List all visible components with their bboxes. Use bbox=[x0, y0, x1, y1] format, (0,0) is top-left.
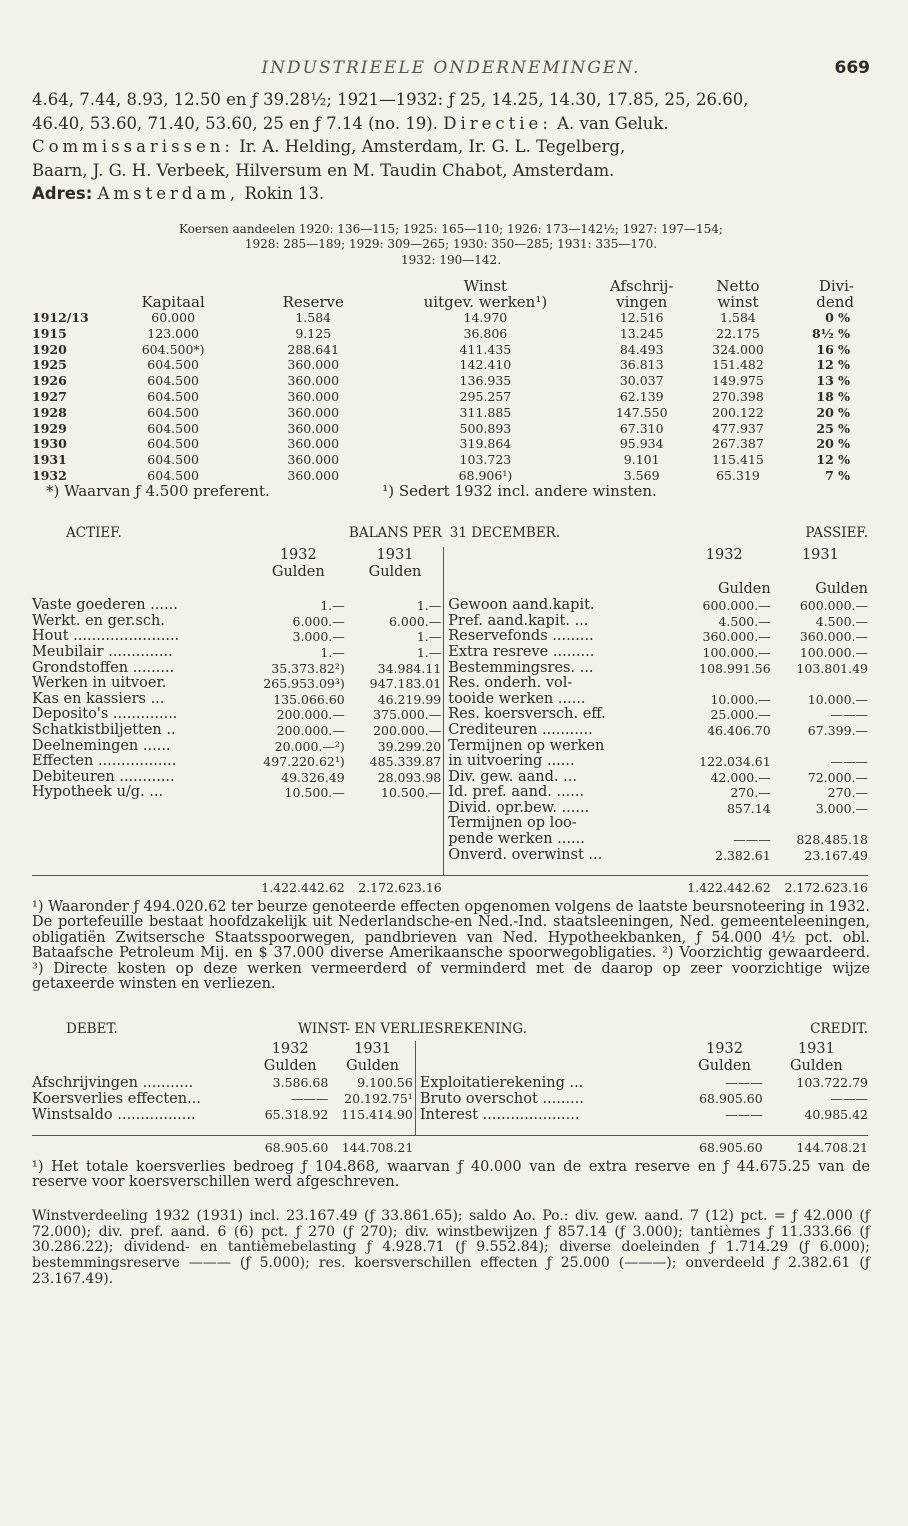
balans-passief-title: PASSIEF. bbox=[805, 524, 868, 541]
credit-label: Interest ..................... bbox=[415, 1107, 684, 1123]
passief-label: Gewoon aand.kapit. bbox=[444, 598, 676, 614]
year-cell: 1926 bbox=[32, 373, 67, 389]
netto-cell: 65.319 bbox=[716, 467, 760, 483]
passief-label: Onverd. overwinst ... bbox=[444, 848, 676, 864]
credit-1931: ——— bbox=[830, 1090, 868, 1106]
afschr-cell: 84.493 bbox=[619, 341, 664, 357]
actief-1931: 485.339.87 bbox=[369, 754, 442, 770]
passief-1932: 2.382.61 bbox=[715, 847, 771, 863]
page-number: 669 bbox=[834, 58, 870, 78]
reserve-cell: 360.000 bbox=[287, 452, 340, 468]
dividend-cell: 18 % bbox=[816, 388, 850, 404]
kerncijfers-row bbox=[32, 357, 858, 373]
actief-1932: 20.000.—²) bbox=[274, 738, 345, 754]
netto-cell: 115.415 bbox=[712, 452, 764, 468]
kerncijfers-row bbox=[32, 436, 858, 452]
year-cell: 1930 bbox=[32, 436, 67, 452]
passief-1931: 23.167.49 bbox=[804, 847, 868, 863]
wv-footnote: ¹) Het totale koersverlies bedroeg ƒ 104.868, waarvan ƒ 40.000 van de extra reserve en ƒ 44.675.25 van de reserve voor koersverschillen werd afgeschreven. bbox=[32, 1158, 870, 1191]
passief-label: Bestemmingsres. ... bbox=[444, 661, 676, 677]
kerncijfers-row bbox=[32, 342, 858, 358]
netto-cell: 151.482 bbox=[712, 357, 764, 373]
balans-row bbox=[32, 645, 868, 661]
kerncijfers-header-row-2: Kapitaal Reserve uitgev. werken¹) vingen winst dend bbox=[32, 294, 858, 310]
actief-label bbox=[32, 848, 250, 864]
passief-label: Res. koersversch. eff. bbox=[444, 707, 676, 723]
kapitaal-cell: 60.000 bbox=[151, 310, 196, 325]
reserve-cell: 360.000 bbox=[287, 357, 340, 373]
actief-1932 bbox=[250, 801, 347, 817]
passief-1932: Gulden bbox=[717, 581, 771, 598]
passief-1931: 4.500.— bbox=[815, 613, 868, 629]
balans-actief-title: ACTIEF. bbox=[66, 524, 122, 541]
actief-1932: 265.953.09³) bbox=[263, 676, 345, 692]
reserve-cell: 360.000 bbox=[287, 467, 340, 483]
netto-cell: 149.975 bbox=[712, 373, 764, 389]
credit-label: Exploitatierekening ... bbox=[415, 1075, 684, 1091]
dividend-cell: 7 % bbox=[825, 467, 850, 483]
page bbox=[32, 58, 870, 1288]
balans-title-1: BALANS PER bbox=[348, 524, 442, 541]
actief-1932: 200.000.— bbox=[276, 722, 345, 738]
dividend-cell: 0 % bbox=[825, 310, 850, 325]
directie-label: Directie: bbox=[443, 113, 552, 133]
kerncijfers-row bbox=[32, 405, 858, 421]
year-cell: 1928 bbox=[32, 404, 67, 420]
passief-1931: Gulden bbox=[815, 581, 868, 598]
total-credit-1932: 68.905.60 bbox=[684, 1135, 764, 1156]
actief-1932: 3.000.— bbox=[292, 629, 345, 645]
passief-1931 bbox=[773, 816, 868, 832]
winst-verlies-table bbox=[32, 1021, 868, 1156]
winst-cell: 142.410 bbox=[459, 357, 512, 373]
debet-1932: 65.318.92 bbox=[264, 1106, 329, 1122]
dividend-cell: 20 % bbox=[816, 436, 850, 452]
kapitaal-cell: 123.000 bbox=[147, 325, 199, 341]
wv-debet-title: DEBET. bbox=[66, 1020, 118, 1037]
balans-row bbox=[32, 581, 868, 598]
passief-label: Reservefonds ......... bbox=[444, 629, 676, 645]
wv-row bbox=[32, 1075, 868, 1091]
actief-1931 bbox=[347, 816, 444, 832]
winst-cell: 295.257 bbox=[459, 388, 512, 404]
netto-cell: 477.937 bbox=[712, 420, 764, 436]
koersen-line-3: 1932: 190—142. bbox=[400, 252, 502, 267]
actief-label: Werken in uitvoer. bbox=[32, 675, 167, 692]
kerncijfers-row bbox=[32, 452, 858, 468]
col-kapitaal: Kapitaal bbox=[141, 293, 205, 311]
year-cell: 1912/13 bbox=[32, 310, 89, 325]
balans-title-2: 31 DECEMBER. bbox=[449, 524, 561, 541]
actief-label bbox=[32, 801, 250, 817]
afschr-cell: 67.310 bbox=[619, 420, 664, 436]
kerncijfers-row bbox=[32, 373, 858, 389]
balans-currency-row: Gulden Gulden bbox=[32, 564, 868, 581]
dividend-cell: 25 % bbox=[816, 420, 850, 436]
wv-title-row bbox=[32, 1021, 868, 1041]
year-cell: 1915 bbox=[32, 325, 67, 341]
winst-cell: 311.885 bbox=[459, 404, 512, 420]
wv-total-row bbox=[32, 1135, 868, 1156]
col-winst: Winst bbox=[463, 277, 508, 295]
total-actief-1932: 1.422.442.62 bbox=[250, 876, 347, 896]
reserve-cell: 288.641 bbox=[287, 341, 340, 357]
actief-1931: 1.— bbox=[416, 644, 442, 660]
passief-label bbox=[444, 581, 676, 598]
adres-city: Amsterdam, bbox=[97, 184, 240, 203]
balans-row bbox=[32, 832, 868, 848]
actief-label: Vaste goederen ...... bbox=[32, 597, 178, 614]
balans-row bbox=[32, 848, 868, 864]
credit-1932: ——— bbox=[725, 1074, 763, 1090]
reserve-cell: 360.000 bbox=[287, 373, 340, 389]
total-debet-1931: 144.708.21 bbox=[330, 1135, 415, 1156]
kerncijfers-row bbox=[32, 310, 858, 326]
actief-1932 bbox=[250, 848, 347, 864]
debet-1931: 20.192.75¹ bbox=[344, 1090, 413, 1106]
actief-1931: 34.984.11 bbox=[377, 660, 442, 676]
passief-label: Div. gew. aand. ... bbox=[444, 770, 676, 786]
dividend-cell: 12 % bbox=[816, 452, 850, 468]
reserve-cell: 9.125 bbox=[295, 325, 332, 341]
actief-label: Schatkistbiljetten .. bbox=[32, 721, 176, 738]
year-cell: 1929 bbox=[32, 420, 67, 436]
actief-1931: 6.000.— bbox=[388, 613, 442, 629]
passief-1932 bbox=[676, 816, 773, 832]
wv-year-row: 1932 1931 1932 1931 bbox=[271, 1040, 835, 1057]
netto-cell: 270.398 bbox=[712, 388, 764, 404]
afschr-cell: 3.569 bbox=[623, 467, 660, 483]
balans-row bbox=[32, 723, 868, 739]
passief-1932: 42.000.— bbox=[710, 769, 771, 785]
year-cell: 1931 bbox=[32, 452, 67, 468]
kerncijfers-row bbox=[32, 389, 858, 405]
reserve-cell: 360.000 bbox=[287, 388, 340, 404]
wv-row bbox=[32, 1091, 868, 1107]
afschr-cell: 147.550 bbox=[615, 404, 668, 420]
year-cell: 1932 bbox=[32, 467, 67, 483]
actief-1931: 46.219.99 bbox=[377, 691, 442, 707]
koersen-line-1: Koersen aandeelen 1920: 136—115; 1925: 165—110; 1926: 173—142½; 1927: 197—154; bbox=[179, 221, 723, 236]
kerncijfers-body bbox=[32, 310, 858, 484]
kapitaal-cell: 604.500 bbox=[147, 420, 199, 436]
dividend-cell: 8½ % bbox=[812, 325, 850, 341]
passief-1931: 67.399.— bbox=[807, 722, 868, 738]
netto-cell: 1.584 bbox=[720, 310, 756, 325]
winst-cell: 136.935 bbox=[459, 373, 512, 389]
actief-label: Effecten ................. bbox=[32, 753, 177, 770]
kapitaal-cell: 604.500 bbox=[147, 388, 199, 404]
passief-1931: 10.000.— bbox=[807, 691, 868, 707]
actief-1932: 200.000.— bbox=[276, 707, 345, 723]
year-cell: 1927 bbox=[32, 388, 67, 404]
actief-1931 bbox=[347, 801, 444, 817]
passief-1931: 3.000.— bbox=[815, 800, 868, 816]
balans-row bbox=[32, 754, 868, 770]
actief-1932: 10.500.— bbox=[284, 785, 345, 801]
passief-1931: 270.— bbox=[827, 785, 868, 801]
passief-label: Pref. aand.kapit. ... bbox=[444, 614, 676, 630]
wv-title: WINST- EN VERLIESREKENING. bbox=[298, 1020, 528, 1037]
credit-1931: 40.985.42 bbox=[804, 1106, 868, 1122]
total-passief-1932: 1.422.442.62 bbox=[676, 876, 773, 896]
passief-1931: 103.801.49 bbox=[796, 660, 868, 676]
actief-label: Hout ....................... bbox=[32, 628, 180, 645]
passief-1931: ——— bbox=[830, 754, 868, 770]
passief-1931 bbox=[773, 676, 868, 692]
col-netto: Netto bbox=[716, 277, 760, 295]
commissarissen-label: Commissarissen: bbox=[32, 137, 234, 156]
adres-street: Rokin 13. bbox=[244, 184, 325, 203]
credit-1931: 103.722.79 bbox=[796, 1074, 868, 1090]
balans-row bbox=[32, 707, 868, 723]
dividend-history-line-1: 4.64, 7.44, 8.93, 12.50 en ƒ 39.28½; 1921—1932: ƒ 25, 14.25, 14.30, 17.85, 25, 26.60, bbox=[32, 90, 749, 109]
passief-1931: 72.000.— bbox=[807, 769, 868, 785]
col-divi: Divi- bbox=[818, 277, 854, 295]
actief-label bbox=[32, 832, 250, 848]
year-cell: 1920 bbox=[32, 341, 67, 357]
actief-label: Deelnemingen ...... bbox=[32, 737, 171, 754]
balans-row bbox=[32, 801, 868, 817]
actief-1931: 1.— bbox=[416, 598, 442, 614]
debet-label: Winstsaldo ................. bbox=[32, 1106, 196, 1123]
winst-cell: 103.723 bbox=[459, 452, 512, 468]
passief-label: Crediteuren ........... bbox=[444, 723, 676, 739]
actief-1932: 49.326.49 bbox=[281, 769, 345, 785]
passief-1932: 4.500.— bbox=[718, 613, 771, 629]
balans-row bbox=[32, 770, 868, 786]
debet-1931: 115.414.90 bbox=[341, 1106, 413, 1122]
passief-1932 bbox=[676, 676, 773, 692]
kerncijfers-row bbox=[32, 326, 858, 342]
balans-year-row: 1932 1931 1932 1931 bbox=[279, 547, 839, 564]
balans-row bbox=[32, 692, 868, 708]
reserve-cell: 360.000 bbox=[287, 404, 340, 420]
winstverdeeling: Winstverdeeling 1932 (1931) incl. 23.167.49 (ƒ 33.861.65); saldo Ao. Po.: div. gew. aand. 7 (12) pct. = ƒ 42.000 (ƒ 72.000); div. pref. aand. 6 (6) pct. ƒ 270 (ƒ 270); div. winstbewijzen ƒ 857.14 (ƒ 3.000); tantièmes ƒ 11.333.66 (ƒ 30.286.22); dividend- en tantièmebelasting ƒ 4.928.71 (ƒ 9.552.84); diverse doeleinden ƒ 1.714.29 (ƒ 6.000); bestemmingsreserve ——— (ƒ 5.000); res. koersverschillen effecten ƒ 25.000 (———); onverdeeld ƒ 2.382.61 (ƒ 23.167.49). bbox=[32, 1207, 870, 1288]
netto-cell: 200.122 bbox=[712, 404, 764, 420]
afschr-cell: 62.139 bbox=[619, 388, 664, 404]
directie: A. van Geluk. bbox=[557, 113, 669, 133]
winst-cell: 14.970 bbox=[463, 310, 508, 325]
actief-label: Grondstoffen ......... bbox=[32, 659, 175, 676]
passief-label: Res. onderh. vol- bbox=[444, 676, 676, 692]
passief-label: tooide werken ...... bbox=[444, 692, 676, 708]
balans-table bbox=[32, 526, 868, 896]
intro-text bbox=[32, 88, 870, 206]
total-credit-1931: 144.708.21 bbox=[765, 1135, 868, 1156]
balans-total-row bbox=[32, 876, 868, 896]
passief-1931: ——— bbox=[830, 707, 868, 723]
passief-1932: 270.— bbox=[730, 785, 771, 801]
balans-title-row bbox=[32, 526, 868, 548]
afschr-cell: 13.245 bbox=[619, 325, 664, 341]
passief-1932: 25.000.— bbox=[710, 707, 771, 723]
afschr-cell: 12.516 bbox=[619, 310, 664, 325]
actief-1931: 375.000.— bbox=[373, 707, 442, 723]
actief-label: Werkt. en ger.sch. bbox=[32, 612, 165, 629]
netto-cell: 22.175 bbox=[716, 325, 760, 341]
kapitaal-cell: 604.500 bbox=[147, 436, 199, 452]
actief-label: Kas en kassiers ... bbox=[32, 690, 165, 707]
passief-1932: 46.406.70 bbox=[707, 722, 771, 738]
kerncijfers-header-row-1 bbox=[32, 278, 858, 294]
actief-1932: 497.220.62¹) bbox=[263, 754, 345, 770]
actief-1931 bbox=[347, 832, 444, 848]
actief-label: Meubilair .............. bbox=[32, 643, 173, 660]
koersen-block bbox=[32, 222, 870, 269]
col-afschr: Afschrij- bbox=[609, 277, 674, 295]
debet-1931: 9.100.56 bbox=[357, 1074, 413, 1090]
col-reserve: Reserve bbox=[282, 293, 344, 311]
actief-1931: 947.183.01 bbox=[369, 676, 442, 692]
adres-label: Adres: bbox=[32, 184, 93, 203]
actief-1932: 1.— bbox=[320, 598, 345, 614]
balans-row bbox=[32, 785, 868, 801]
afschr-cell: 9.101 bbox=[623, 452, 660, 468]
wv-spacer bbox=[32, 1123, 868, 1136]
afschr-cell: 95.934 bbox=[619, 436, 664, 452]
total-debet-1932: 68.905.60 bbox=[250, 1135, 330, 1156]
running-title: INDUSTRIEELE ONDERNEMINGEN. bbox=[261, 58, 641, 78]
netto-cell: 267.387 bbox=[712, 436, 764, 452]
dividend-cell: 12 % bbox=[816, 357, 850, 373]
passief-1931: 600.000.— bbox=[799, 598, 868, 614]
kerncijfers-row bbox=[32, 421, 858, 437]
actief-1932 bbox=[250, 832, 347, 848]
year-cell: 1925 bbox=[32, 357, 67, 373]
reserve-cell: 1.584 bbox=[295, 310, 332, 325]
credit-label: Bruto overschot ......... bbox=[415, 1091, 684, 1107]
actief-label bbox=[32, 816, 250, 832]
dividend-cell: 16 % bbox=[816, 341, 850, 357]
actief-label bbox=[32, 581, 250, 598]
winst-cell: 411.435 bbox=[459, 341, 512, 357]
passief-1932: 10.000.— bbox=[710, 691, 771, 707]
balans-row bbox=[32, 629, 868, 645]
kapitaal-cell: 604.500 bbox=[147, 467, 199, 483]
afschr-cell: 36.813 bbox=[619, 357, 664, 373]
passief-1932: 600.000.— bbox=[702, 598, 771, 614]
actief-1932 bbox=[250, 581, 347, 598]
balans-row bbox=[32, 816, 868, 832]
balans-row bbox=[32, 614, 868, 630]
balans-row bbox=[32, 676, 868, 692]
wv-currency-row: Gulden Gulden Gulden Gulden bbox=[263, 1057, 843, 1074]
winst-cell: 500.893 bbox=[459, 420, 512, 436]
actief-label: Debiteuren ............ bbox=[32, 768, 175, 785]
netto-cell: 324.000 bbox=[712, 341, 764, 357]
page-header bbox=[32, 58, 870, 88]
passief-1932: 100.000.— bbox=[702, 644, 771, 660]
debet-1932: ——— bbox=[290, 1090, 329, 1106]
passief-label: Divid. opr.bew. ...... bbox=[444, 801, 676, 817]
passief-1932 bbox=[676, 739, 773, 755]
actief-1931: 28.093.98 bbox=[377, 769, 442, 785]
dividend-history-line-2: 46.40, 53.60, 71.40, 53.60, 25 en ƒ 7.14 (no. 19). Directie: A. van Geluk. bbox=[32, 113, 669, 133]
credit-1932: ——— bbox=[725, 1106, 763, 1122]
passief-1932: 857.14 bbox=[726, 800, 771, 816]
adres-line bbox=[32, 182, 870, 206]
dividend-cell: 13 % bbox=[816, 373, 850, 389]
kerncijfers-table bbox=[32, 278, 858, 500]
debet-label: Koersverlies effecten... bbox=[32, 1090, 201, 1107]
passief-label: pende werken ...... bbox=[444, 832, 676, 848]
passief-1932: 122.034.61 bbox=[699, 754, 771, 770]
actief-1931 bbox=[347, 848, 444, 864]
actief-1931: 1.— bbox=[416, 629, 442, 645]
passief-1932: ——— bbox=[733, 832, 771, 848]
afschr-cell: 30.037 bbox=[619, 373, 664, 389]
kapitaal-cell: 604.500*) bbox=[141, 341, 205, 357]
balans-spacer bbox=[32, 863, 868, 876]
actief-label: Deposito's .............. bbox=[32, 706, 178, 723]
passief-label: in uitvoering ...... bbox=[444, 754, 676, 770]
debet-1932: 3.586.68 bbox=[272, 1074, 329, 1090]
balans-row bbox=[32, 739, 868, 755]
passief-1931: 828.485.18 bbox=[796, 832, 868, 848]
actief-1931: 200.000.— bbox=[373, 722, 442, 738]
winst-cell: 68.906¹) bbox=[458, 467, 513, 483]
total-actief-1931: 2.172.623.16 bbox=[347, 876, 444, 896]
total-passief-1931: 2.172.623.16 bbox=[773, 876, 868, 896]
actief-1932 bbox=[250, 816, 347, 832]
wv-row bbox=[32, 1107, 868, 1123]
koersen-line-2: 1928: 285—189; 1929: 309—265; 1930: 350—285; 1931: 335—170. bbox=[244, 237, 658, 251]
passief-1931: 100.000.— bbox=[799, 644, 868, 660]
winst-cell: 36.806 bbox=[463, 325, 508, 341]
balans-row bbox=[32, 598, 868, 614]
reserve-cell: 360.000 bbox=[287, 436, 340, 452]
passief-1931 bbox=[773, 739, 868, 755]
actief-1931: 10.500.— bbox=[381, 785, 442, 801]
kapitaal-cell: 604.500 bbox=[147, 404, 199, 420]
actief-1931 bbox=[347, 581, 444, 598]
balans-row bbox=[32, 661, 868, 677]
commissarissen-line-2: Baarn, J. G. H. Verbeek, Hilversum en M. Taudin Chabot, Amsterdam. bbox=[32, 160, 615, 180]
debet-label: Afschrijvingen ........... bbox=[32, 1074, 194, 1091]
dividend-cell: 20 % bbox=[816, 404, 850, 420]
actief-1932: 1.— bbox=[320, 644, 345, 660]
actief-1931: 39.299.20 bbox=[377, 738, 442, 754]
wv-credit-title: CREDIT. bbox=[810, 1020, 868, 1037]
kapitaal-cell: 604.500 bbox=[147, 452, 199, 468]
passief-1932: 360.000.— bbox=[702, 629, 771, 645]
actief-label: Hypotheek u/g. ... bbox=[32, 784, 164, 801]
balans-footnote: ¹) Waaronder ƒ 494.020.62 ter beurze genoteerde effecten opgenomen volgens de laatste beursnoteering in 1932. De portefeuille bestaat hoofdzakelijk uit Nederlandsche-en Ned.-Ind. staatsleeningen, Ned. gemeenteleeningen, obligatiën Zwitsersche Staatsspoorwegen, pandbrieven van Ned. Hypotheekbanken, ƒ 54.000 4½ pct. obl. Bataafsche Petroleum Mij. en $ 37.000 diverse Amerikaansche spoorwegobligaties. ²) Voorzichtig gewaardeerd. ³) Directe kosten op deze werken vermeerderd of verminderd met de daarop op zeer voorzichtige wijze getaxeerde winsten en verliezen. bbox=[32, 898, 870, 993]
passief-1932: 108.991.56 bbox=[699, 660, 771, 676]
passief-label: Termijnen op werken bbox=[444, 739, 676, 755]
kapitaal-cell: 604.500 bbox=[147, 373, 199, 389]
kapitaal-cell: 604.500 bbox=[147, 357, 199, 373]
passief-label: Id. pref. aand. ...... bbox=[444, 785, 676, 801]
winst-cell: 319.864 bbox=[459, 436, 512, 452]
actief-1932: 6.000.— bbox=[292, 613, 345, 629]
credit-1932: 68.905.60 bbox=[699, 1090, 763, 1106]
commissarissen-line-1: Commissarissen: Ir. A. Helding, Amsterdam, Ir. G. L. Tegelberg, bbox=[32, 137, 626, 156]
passief-label: Termijnen op loo- bbox=[444, 816, 676, 832]
passief-label: Extra resreve ......... bbox=[444, 645, 676, 661]
actief-1932: 135.066.60 bbox=[273, 691, 345, 707]
kerncijfers-footnote: *) Waarvan ƒ 4.500 preferent. ¹) Sedert 1932 incl. andere winsten. bbox=[46, 481, 657, 500]
reserve-cell: 360.000 bbox=[287, 420, 340, 436]
actief-1932: 35.373.82²) bbox=[271, 660, 345, 676]
passief-1931: 360.000.— bbox=[799, 629, 868, 645]
